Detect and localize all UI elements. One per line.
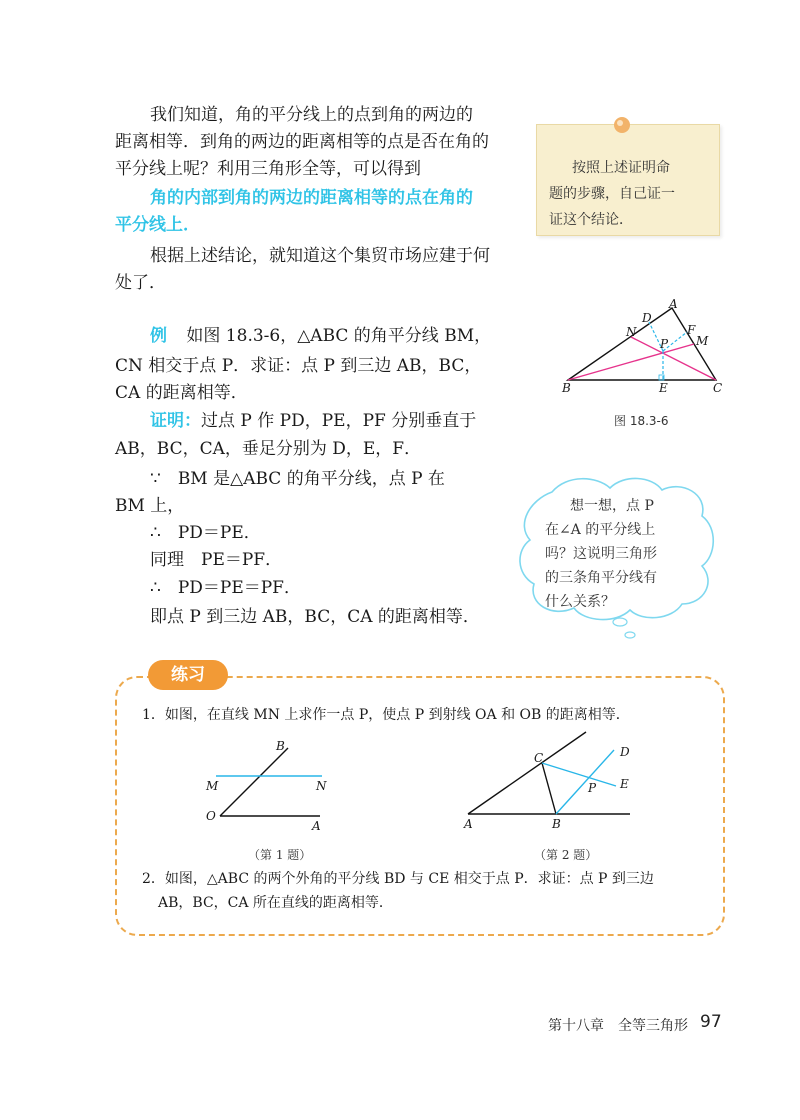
fig1-label-o: O — [206, 809, 216, 823]
fig1-label-a: A — [312, 819, 321, 833]
label-f: F — [687, 323, 696, 337]
example-line — [150, 323, 491, 349]
proof-line: ∴ PD＝PE． — [150, 523, 261, 543]
fig2-label-p: P — [588, 781, 597, 795]
think-line: 什么关系？ — [545, 594, 615, 610]
fig2-label-e: E — [620, 777, 629, 791]
exercise-q1: 1．如图，在直线 MN 上求作一点 P，使点 P 到射线 OA 和 OB 的距离相等． — [142, 707, 630, 723]
proof-line: ∵ BM 是△ABC 的角平分线，点 P 在 — [150, 469, 445, 489]
proof-line — [150, 408, 476, 434]
body-line: 我们知道，角的平分线上的点到角的两边的 — [150, 105, 473, 125]
chapter-footer: 第十八章 全等三角形 — [548, 1018, 688, 1034]
label-e: E — [659, 381, 668, 395]
exercise-figure-2 — [458, 730, 638, 834]
note-line: 证这个结论． — [549, 212, 633, 228]
think-line: 想一想，点 P — [570, 498, 654, 514]
fig2-label-b: B — [552, 817, 561, 831]
fig1-label-n: N — [316, 779, 327, 793]
example-line: CA 的距离相等． — [115, 383, 248, 403]
proof-line: 同理 PE＝PF． — [150, 550, 283, 570]
exercise-q2: 2．如图，△ABC 的两个外角的平分线 BD 与 CE 相交于点 P．求证：点 P 到三边 — [142, 871, 654, 887]
bisector-bm — [568, 344, 694, 380]
pushpin-icon — [611, 114, 633, 136]
label-p: P — [660, 337, 669, 351]
example-text: 如图 18.3-6，△ABC 的角平分线 BM， — [186, 326, 492, 346]
label-b: B — [562, 381, 571, 395]
ray-ob — [220, 748, 288, 816]
body-line: 处了． — [115, 273, 166, 293]
figure-caption: 图 18.3-6 — [614, 414, 669, 428]
think-line: 的三条角平分线有 — [545, 570, 657, 586]
label-d: D — [642, 311, 652, 325]
example-line: CN 相交于点 P．求证：点 P 到三边 AB，BC， — [115, 356, 482, 376]
figure-18-3-6 — [556, 296, 728, 400]
page-number: 97 — [700, 1012, 722, 1032]
proof-line: AB，BC，CA，垂足分别为 D，E，F． — [115, 439, 422, 459]
proof-text: 过点 P 作 PD，PE，PF 分别垂直于 — [201, 411, 477, 431]
body-line: 平分线上呢？利用三角形全等，可以得到 — [115, 159, 421, 179]
example-label: 例 — [150, 326, 167, 346]
proof-line: 即点 P 到三边 AB，BC，CA 的距离相等． — [150, 607, 480, 627]
note-line: 按照上述证明命 — [572, 160, 670, 176]
label-a: A — [669, 297, 678, 311]
segment-cb — [542, 763, 556, 814]
line-ac — [468, 732, 586, 814]
think-line: 在∠A 的平分线上 — [545, 522, 656, 538]
note-line: 题的步骤，自己证一 — [549, 186, 675, 202]
think-line: 吗？这说明三角形 — [545, 546, 657, 562]
theorem-highlight: 平分线上． — [115, 215, 200, 235]
fig1-label-b: B — [276, 739, 285, 753]
proof-line: BM 上， — [115, 496, 185, 516]
fig1-label-m: M — [206, 779, 219, 793]
theorem-highlight: 角的内部到角的两边的距离相等的点在角的 — [150, 188, 473, 208]
body-line: 根据上述结论，就知道这个集贸市场应建于何 — [150, 246, 490, 266]
exercise-figure-1 — [200, 736, 340, 834]
bisector-ce — [542, 763, 616, 786]
fig2-label-d: D — [620, 745, 630, 759]
label-n: N — [626, 325, 637, 339]
fig2-label-c: C — [534, 751, 544, 765]
exercise-figure-1-caption: （第 1 题） — [248, 848, 312, 862]
proof-label: 证明： — [150, 411, 201, 431]
label-m: M — [696, 334, 709, 348]
proof-line: ∴ PD＝PE＝PF． — [150, 578, 301, 598]
label-c: C — [713, 381, 723, 395]
fig2-label-a: A — [464, 817, 473, 831]
exercise-tab: 练习 — [148, 660, 228, 690]
exercise-q2: AB，BC，CA 所在直线的距离相等． — [158, 895, 393, 911]
exercise-figure-2-caption: （第 2 题） — [534, 848, 598, 862]
body-line: 距离相等．到角的两边的距离相等的点是否在角的 — [115, 132, 489, 152]
